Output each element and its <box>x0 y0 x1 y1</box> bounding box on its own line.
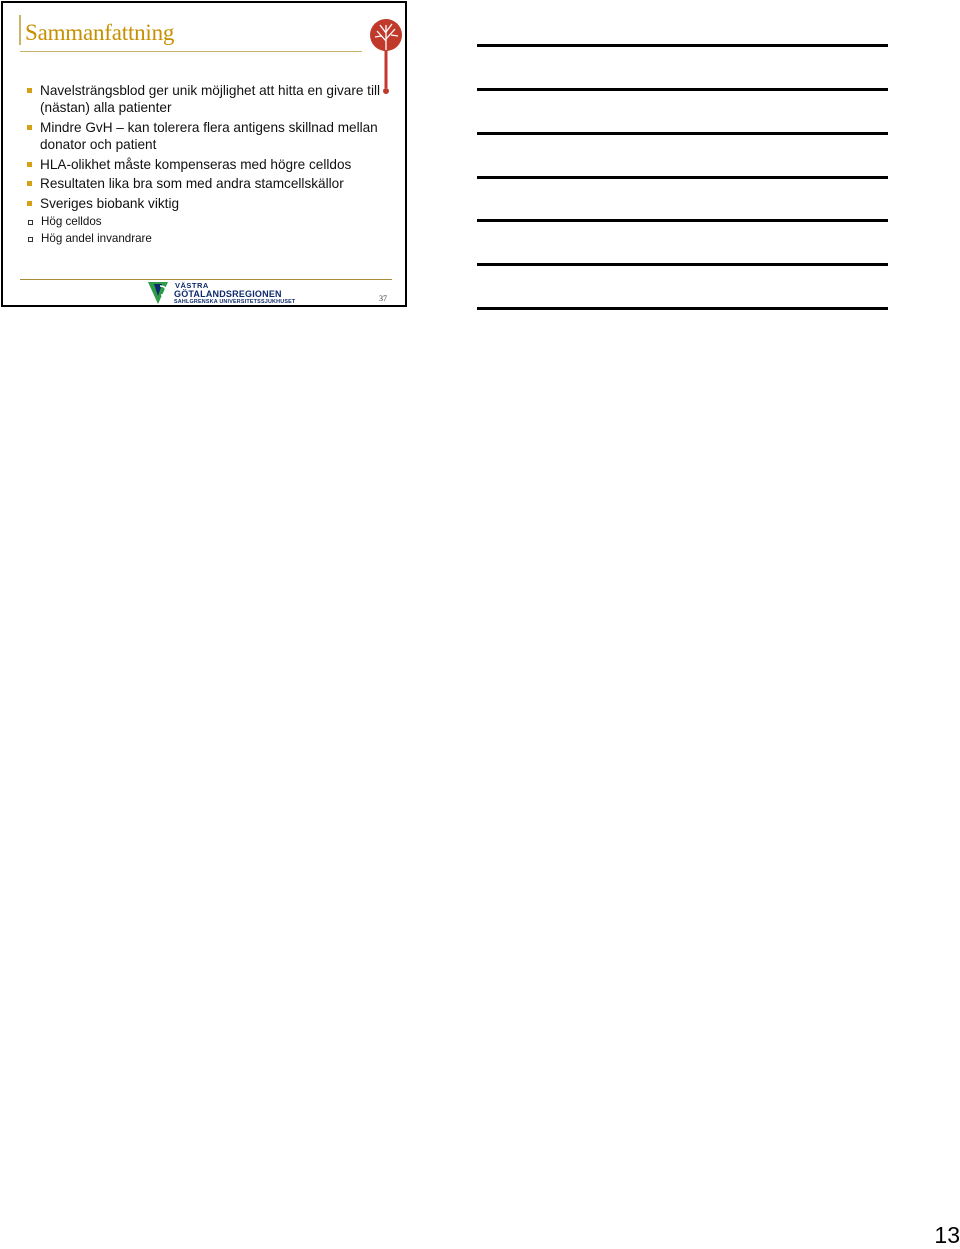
logo-text-line3: SAHLGRENSKA UNIVERSITETSSJUKHUSET <box>174 299 296 305</box>
slide-thumbnail <box>1 1 407 307</box>
title-accent-bar <box>19 15 21 45</box>
note-line <box>477 176 888 179</box>
note-line <box>477 219 888 222</box>
slide-number: 37 <box>379 294 387 303</box>
bullet-item: Mindre GvH – kan tolerera flera antigens skillnad mellan donator och patient <box>27 119 387 154</box>
bullet-item: Resultaten lika bra som med andra stamcellskällor <box>27 175 387 192</box>
page-number: 13 <box>934 1222 960 1248</box>
logo-text-line2: GÖTALANDSREGIONEN <box>174 289 282 299</box>
bullet-item: Navelsträngsblod ger unik möjlighet att hitta en givare till (nästan) alla patienter <box>27 82 387 117</box>
slide-title: Sammanfattning <box>25 20 175 45</box>
note-line <box>477 88 888 91</box>
note-line <box>477 44 888 47</box>
note-line <box>477 132 888 135</box>
sub-bullet-item: Hög andel invandrare <box>28 230 387 248</box>
bullet-list <box>27 79 387 248</box>
sub-bullet-item: Hög celldos <box>28 213 387 231</box>
region-emblem-icon <box>146 280 174 306</box>
note-line <box>477 307 888 310</box>
bullet-item: Sveriges biobank viktig <box>27 195 387 212</box>
title-divider <box>20 51 362 52</box>
note-line <box>477 263 888 266</box>
bullet-item: HLA-olikhet måste kompenseras med högre celldos <box>27 156 387 173</box>
logo-text-line1: VÄSTRA <box>175 281 209 290</box>
region-logo <box>146 280 296 306</box>
